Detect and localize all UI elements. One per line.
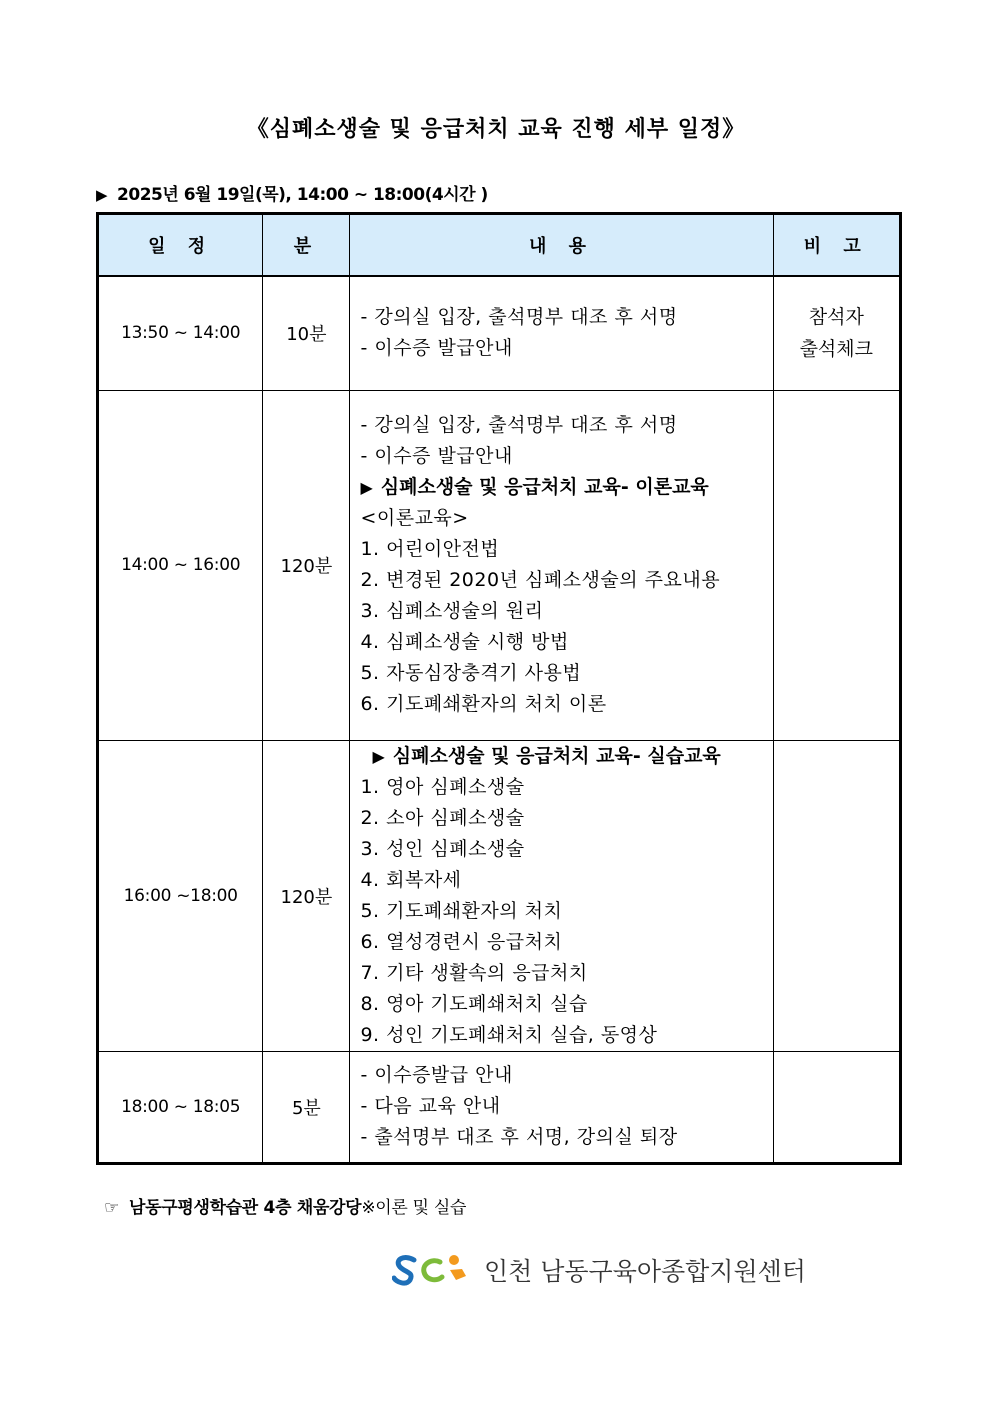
content-line <box>360 534 772 565</box>
content-line <box>360 565 772 596</box>
content-line <box>360 503 772 534</box>
content-line <box>360 627 772 658</box>
location-remark: ※이론 및 실습 <box>361 1198 467 1218</box>
table-row <box>98 740 901 1051</box>
content-line <box>360 1091 772 1122</box>
content-line <box>360 927 772 958</box>
center-name: 인천 남동구육아종합지원센터 <box>484 1257 806 1286</box>
content-line-text: - 다음 교육 안내 <box>360 1095 501 1117</box>
content-line <box>360 302 772 333</box>
content-line-text: 6. 열성경련시 응급처치 <box>360 930 563 953</box>
content-line <box>360 958 772 989</box>
time-cell: 16:00 ~18:00 <box>98 740 263 1051</box>
triangle-bullet-icon: ▶ <box>372 746 385 766</box>
content-line <box>360 772 772 803</box>
content-cell <box>350 390 773 740</box>
content-line-text: 3. 성인 심폐소생술 <box>360 837 525 860</box>
content-line <box>360 1060 772 1091</box>
header-minutes: 분 <box>263 214 350 277</box>
content-line-text: 6. 기도폐쇄환자의 처치 이론 <box>360 693 607 715</box>
content-line-text: 2. 변경된 2020년 심폐소생술의 주요내용 <box>360 569 721 591</box>
content-line-text: - 강의실 입장, 출석명부 대조 후 서명 <box>360 414 678 436</box>
content-line <box>360 333 772 364</box>
content-line-text: 1. 어린이안전법 <box>360 538 500 560</box>
table-row <box>98 1051 901 1163</box>
time-cell: 13:50 ~ 14:00 <box>98 276 263 390</box>
minutes-cell: 120분 <box>263 390 350 740</box>
triangle-bullet-icon: ▶ <box>360 478 373 497</box>
content-line <box>360 689 772 720</box>
content-line-text: - 이수증 발급안내 <box>360 337 513 360</box>
content-line-text: - 강의실 입장, 출석명부 대조 후 서명 <box>360 306 678 329</box>
content-cell <box>350 276 773 390</box>
time-cell: 14:00 ~ 16:00 <box>98 390 263 740</box>
content-line <box>360 741 772 772</box>
content-line-text: 3. 심폐소생술의 원리 <box>360 600 544 622</box>
content-cell <box>350 1051 773 1163</box>
content-line-text: 9. 성인 기도폐쇄처치 실습, 동영상 <box>360 1023 658 1046</box>
remark-line: 참석자 <box>808 306 864 329</box>
content-line <box>360 865 772 896</box>
table-row <box>98 276 901 390</box>
pointing-hand-icon: ☞ <box>104 1198 119 1218</box>
content-line-text: 7. 기타 생활속의 응급처치 <box>360 961 588 984</box>
event-date <box>96 180 488 205</box>
minutes-cell: 5분 <box>263 1051 350 1163</box>
content-line-text: 8. 영아 기도폐쇄처치 실습 <box>360 992 588 1015</box>
location-note <box>104 1193 466 1218</box>
remarks-cell <box>773 740 900 1051</box>
event-date-text: 2025년 6월 19일(목), 14:00 ~ 18:00(4시간 ) <box>117 185 488 205</box>
triangle-bullet-icon: ▶ <box>96 186 108 204</box>
content-line <box>360 441 772 472</box>
content-line <box>360 658 772 689</box>
content-line <box>360 1122 772 1153</box>
header-content: 내 용 <box>350 214 773 277</box>
content-line-text: 5. 자동심장충격기 사용법 <box>360 662 582 684</box>
content-line-text: 5. 기도폐쇄환자의 처치 <box>360 899 563 922</box>
header-remarks: 비 고 <box>773 214 900 277</box>
content-line-text: 2. 소아 심폐소생술 <box>360 806 525 829</box>
content-line <box>360 596 772 627</box>
schedule-body <box>98 276 901 1163</box>
time-cell: 18:00 ~ 18:05 <box>98 1051 263 1163</box>
location-text: 남동구평생학습관 4층 채움강당 <box>128 1198 362 1218</box>
content-line <box>360 1020 772 1051</box>
content-line <box>360 410 772 441</box>
header-schedule: 일 정 <box>98 214 263 277</box>
content-line-text: - 이수증발급 안내 <box>360 1064 513 1086</box>
content-line-text: - 이수증 발급안내 <box>360 445 513 467</box>
center-logo-mark-icon <box>392 1252 474 1286</box>
remarks-cell <box>773 390 900 740</box>
content-line <box>360 834 772 865</box>
content-line-text: <이론교육> <box>360 507 469 529</box>
content-line <box>360 803 772 834</box>
remarks-cell <box>773 1051 900 1163</box>
remarks-cell <box>773 276 900 390</box>
content-line <box>360 472 772 503</box>
content-line <box>360 896 772 927</box>
content-line-text: 4. 회복자세 <box>360 868 462 891</box>
minutes-cell: 10분 <box>263 276 350 390</box>
center-logo <box>392 1252 872 1286</box>
content-line-text: - 출석명부 대조 후 서명, 강의실 퇴장 <box>360 1126 678 1148</box>
table-header-row <box>98 214 901 277</box>
minutes-cell: 120분 <box>263 740 350 1051</box>
remark-line: 출석체크 <box>799 338 873 361</box>
document-title: 《심폐소생술 및 응급처치 교육 진행 세부 일정》 <box>246 117 746 142</box>
content-line-text: 1. 영아 심폐소생술 <box>360 775 525 798</box>
table-row <box>98 390 901 740</box>
content-line-text: 심폐소생술 및 응급처치 교육- 실습교육 <box>392 744 721 767</box>
content-line-text: 심폐소생술 및 응급처치 교육- 이론교육 <box>380 476 709 498</box>
content-cell <box>350 740 773 1051</box>
schedule-table <box>96 212 902 1165</box>
content-line-text: 4. 심폐소생술 시행 방법 <box>360 631 569 653</box>
content-line <box>360 989 772 1020</box>
